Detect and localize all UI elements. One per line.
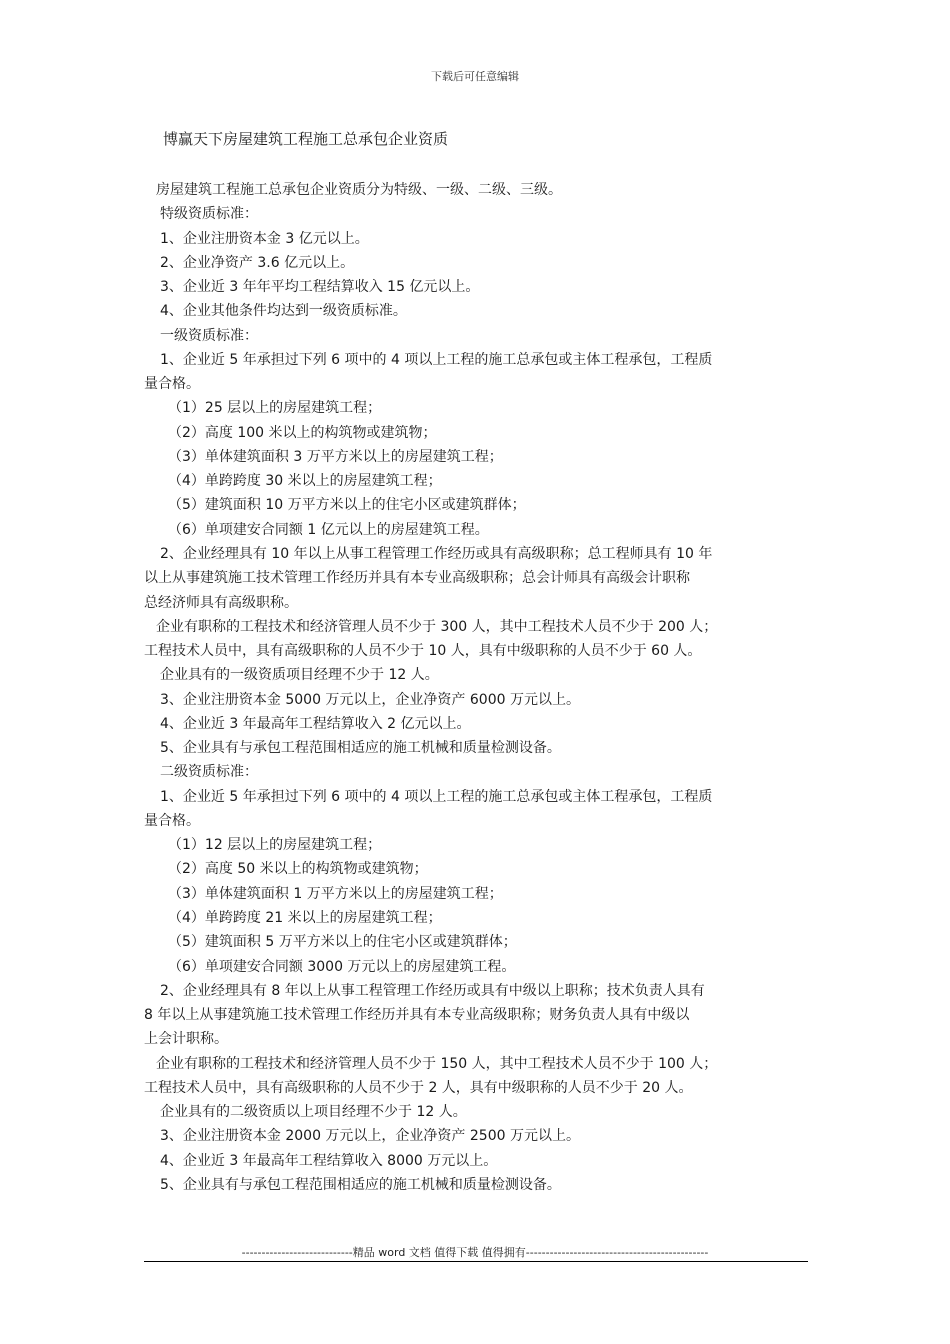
text-line: 3、企业近 3 年年平均工程结算收入 15 亿元以上。 bbox=[160, 279, 480, 296]
document-title: 博赢天下房屋建筑工程施工总承包企业资质 bbox=[163, 130, 449, 148]
text-line: 总经济师具有高级职称。 bbox=[144, 594, 298, 611]
text-line: 5、企业具有与承包工程范围相适应的施工机械和质量检测设备。 bbox=[160, 740, 561, 757]
text-line: 4、企业近 3 年最高年工程结算收入 8000 万元以上。 bbox=[160, 1152, 498, 1169]
text-line: （6）单项建安合同额 3000 万元以上的房屋建筑工程。 bbox=[168, 958, 516, 975]
text-line: 4、企业近 3 年最高年工程结算收入 2 亿元以上。 bbox=[160, 715, 471, 732]
text-line: 1、企业近 5 年承担过下列 6 项中的 4 项以上工程的施工总承包或主体工程承包，工程质 bbox=[160, 788, 713, 805]
header-note: 下载后可任意编辑 bbox=[431, 70, 519, 83]
document-body bbox=[144, 178, 808, 1197]
text-line: （1）12 层以上的房屋建筑工程； bbox=[168, 837, 382, 854]
text-line: 特级资质标准： bbox=[160, 206, 258, 223]
text-line: （1）25 层以上的房屋建筑工程； bbox=[168, 400, 382, 417]
text-line: （2）高度 100 米以上的构筑物或建筑物； bbox=[168, 424, 437, 441]
text-line: 企业有职称的工程技术和经济管理人员不少于 150 人，其中工程技术人员不少于 100 人； bbox=[156, 1055, 718, 1072]
text-line: 企业具有的一级资质项目经理不少于 12 人。 bbox=[160, 667, 439, 684]
text-line: 企业具有的二级资质以上项目经理不少于 12 人。 bbox=[160, 1104, 467, 1121]
footer-banner: ----------------------------精品 word 文档 值得下载 值得拥有---------------------------------------------- bbox=[241, 1246, 709, 1259]
text-line: 二级资质标准： bbox=[160, 764, 258, 781]
text-line: （3）单体建筑面积 3 万平方米以上的房屋建筑工程； bbox=[168, 448, 503, 465]
text-line: 3、企业注册资本金 2000 万元以上，企业净资产 2500 万元以上。 bbox=[160, 1128, 580, 1145]
text-line: 5、企业具有与承包工程范围相适应的施工机械和质量检测设备。 bbox=[160, 1176, 561, 1193]
text-line: 2、企业净资产 3.6 亿元以上。 bbox=[160, 254, 355, 271]
text-line: （4）单跨跨度 21 米以上的房屋建筑工程； bbox=[168, 909, 442, 926]
text-line: 企业有职称的工程技术和经济管理人员不少于 300 人，其中工程技术人员不少于 200 人； bbox=[156, 618, 718, 635]
text-line: 8 年以上从事建筑施工技术管理工作经历并具有本专业高级职称；财务负责人具有中级以 bbox=[144, 1007, 690, 1024]
text-line: 量合格。 bbox=[144, 812, 200, 829]
text-line: 1、企业近 5 年承担过下列 6 项中的 4 项以上工程的施工总承包或主体工程承包，工程质 bbox=[160, 351, 713, 368]
text-line: 工程技术人员中，具有高级职称的人员不少于 2 人，具有中级职称的人员不少于 20 人。 bbox=[144, 1079, 693, 1096]
text-line: （3）单体建筑面积 1 万平方米以上的房屋建筑工程； bbox=[168, 885, 503, 902]
text-line: 1、企业注册资本金 3 亿元以上。 bbox=[160, 230, 369, 247]
footer-divider bbox=[144, 1261, 808, 1262]
text-line: 4、企业其他条件均达到一级资质标准。 bbox=[160, 303, 407, 320]
text-line: 2、企业经理具有 10 年以上从事工程管理工作经历或具有高级职称；总工程师具有 10 年 bbox=[160, 545, 713, 562]
text-line: （5）建筑面积 10 万平方米以上的住宅小区或建筑群体； bbox=[168, 497, 526, 514]
text-line: （5）建筑面积 5 万平方米以上的住宅小区或建筑群体； bbox=[168, 934, 517, 951]
text-line: 工程技术人员中，具有高级职称的人员不少于 10 人，具有中级职称的人员不少于 60 人。 bbox=[144, 643, 702, 660]
text-line: （6）单项建安合同额 1 亿元以上的房屋建筑工程。 bbox=[168, 521, 489, 538]
text-line: 房屋建筑工程施工总承包企业资质分为特级、一级、二级、三级。 bbox=[156, 182, 562, 198]
text-line: 2、企业经理具有 8 年以上从事工程管理工作经历或具有中级以上职称；技术负责人具有 bbox=[160, 982, 705, 999]
text-line: （2）高度 50 米以上的构筑物或建筑物； bbox=[168, 861, 428, 878]
text-line: 上会计职称。 bbox=[144, 1031, 228, 1048]
text-line: 3、企业注册资本金 5000 万元以上，企业净资产 6000 万元以上。 bbox=[160, 691, 580, 708]
text-line: 量合格。 bbox=[144, 376, 200, 393]
text-line: （4）单跨跨度 30 米以上的房屋建筑工程； bbox=[168, 473, 442, 490]
text-line: 以上从事建筑施工技术管理工作经历并具有本专业高级职称；总会计师具有高级会计职称 bbox=[144, 570, 690, 587]
text-line: 一级资质标准： bbox=[160, 327, 258, 344]
